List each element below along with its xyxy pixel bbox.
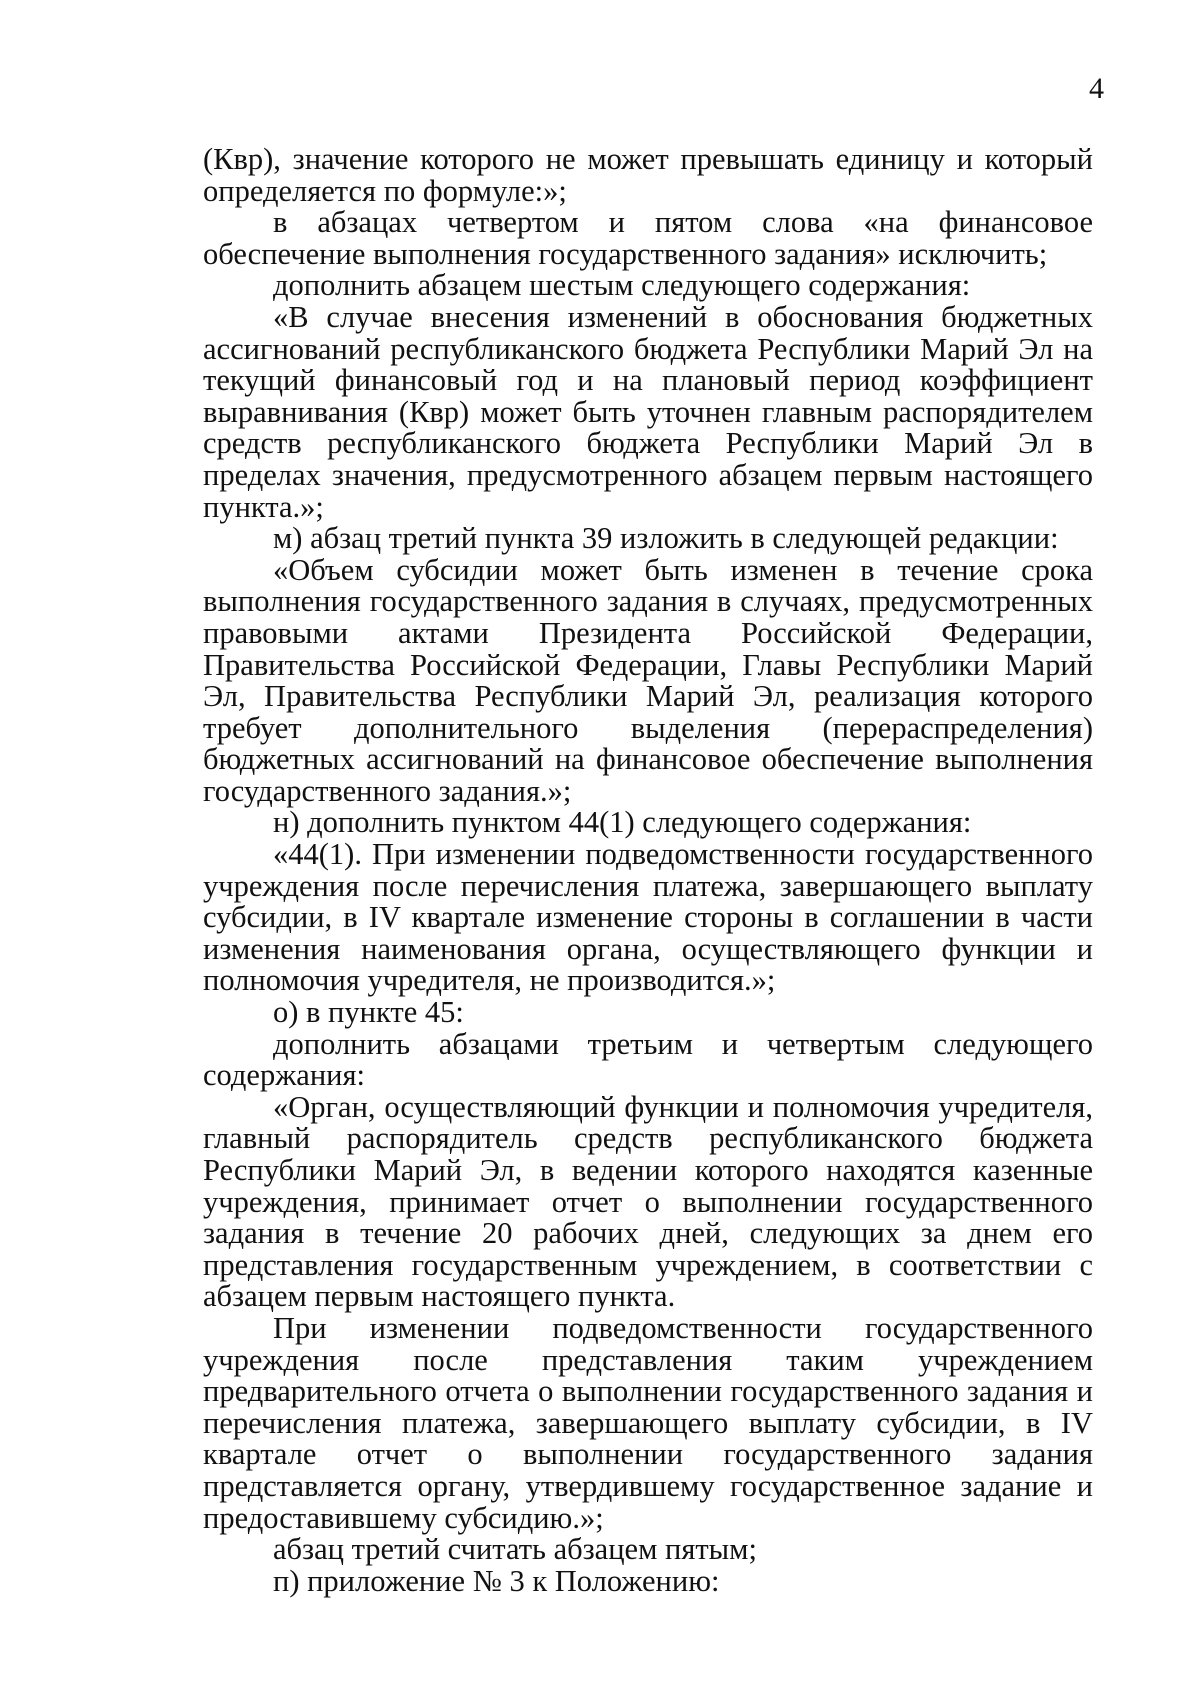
paragraph-item-p: п) приложение № 3 к Положению: [273,1563,720,1598]
paragraph: дополнить абзацем шестым следующего содержания: [273,268,971,303]
paragraph-continuation: (Квр), значение которого не может превышать единицу и который определяется по формуле:»; [203,142,1093,208]
paragraph-item-m: м) абзац третий пункта 39 изложить в следующей редакции: [273,521,1059,556]
page-number: 4 [1089,72,1104,105]
paragraph: При изменении подведомственности государственного учреждения после представления таким учреждением предварительного отчета о выполнении государственного задания и перечисления платежа, завершающего выплату субсидии, в IV квартале отчет о выполнении государственного задания представляется органу, утвердившему государственное задание и предоставившему субсидию.»; [203,1310,1093,1535]
paragraph: абзац третий считать абзацем пятым; [273,1532,757,1567]
paragraph-item-n: н) дополнить пунктом 44(1) следующего содержания: [273,805,972,840]
paragraph: дополнить абзацами третьим и четвертым следующего содержания: [203,1026,1093,1093]
quoted-paragraph: «Орган, осуществляющий функции и полномочия учредителя, главный распорядитель средств республиканского бюджета Республики Марий Эл, в ведении которого находятся казенные учреждения, принимает отчет о выполнении государственного задания в течение 20 рабочих дней, следующих за днем его представления государственным учреждением, в соответствии с абзацем первым настоящего пункта. [203,1089,1093,1314]
quoted-paragraph: «Объем субсидии может быть изменен в течение срока выполнения государственного задания в случаях, предусмотренных правовыми актами Президента Российской Федерации, Правительства Российской Федерации, Главы Республики Марий Эл, Правительства Республики Марий Эл, реализация которого требует дополнительного выделения (перераспределения) бюджетных ассигнований на финансовое обеспечение выполнения государственного задания.»; [203,552,1093,808]
quoted-paragraph: «В случае внесения изменений в обоснования бюджетных ассигнований республиканского бюджета Республики Марий Эл на текущий финансовый год и на плановый период коэффициент выравнивания (Квр) может быть уточнен главным распорядителем средств республиканского бюджета Республики Марий Эл в пределах значения, предусмотренного абзацем первым настоящего пункта.»; [203,299,1093,524]
quoted-paragraph: «44(1). При изменении подведомственности государственного учреждения после перечисления платежа, завершающего выплату субсидии, в IV квартале изменение стороны в соглашении в части изменения наименования органа, осуществляющего функции и полномочия учредителя, не производится.»; [203,837,1093,998]
document-body [203,144,1093,1597]
paragraph-item-o: о) в пункте 45: [273,995,464,1030]
paragraph: в абзацах четвертом и пятом слова «на финансовое обеспечение выполнения государственного задания» исключить; [203,205,1093,271]
